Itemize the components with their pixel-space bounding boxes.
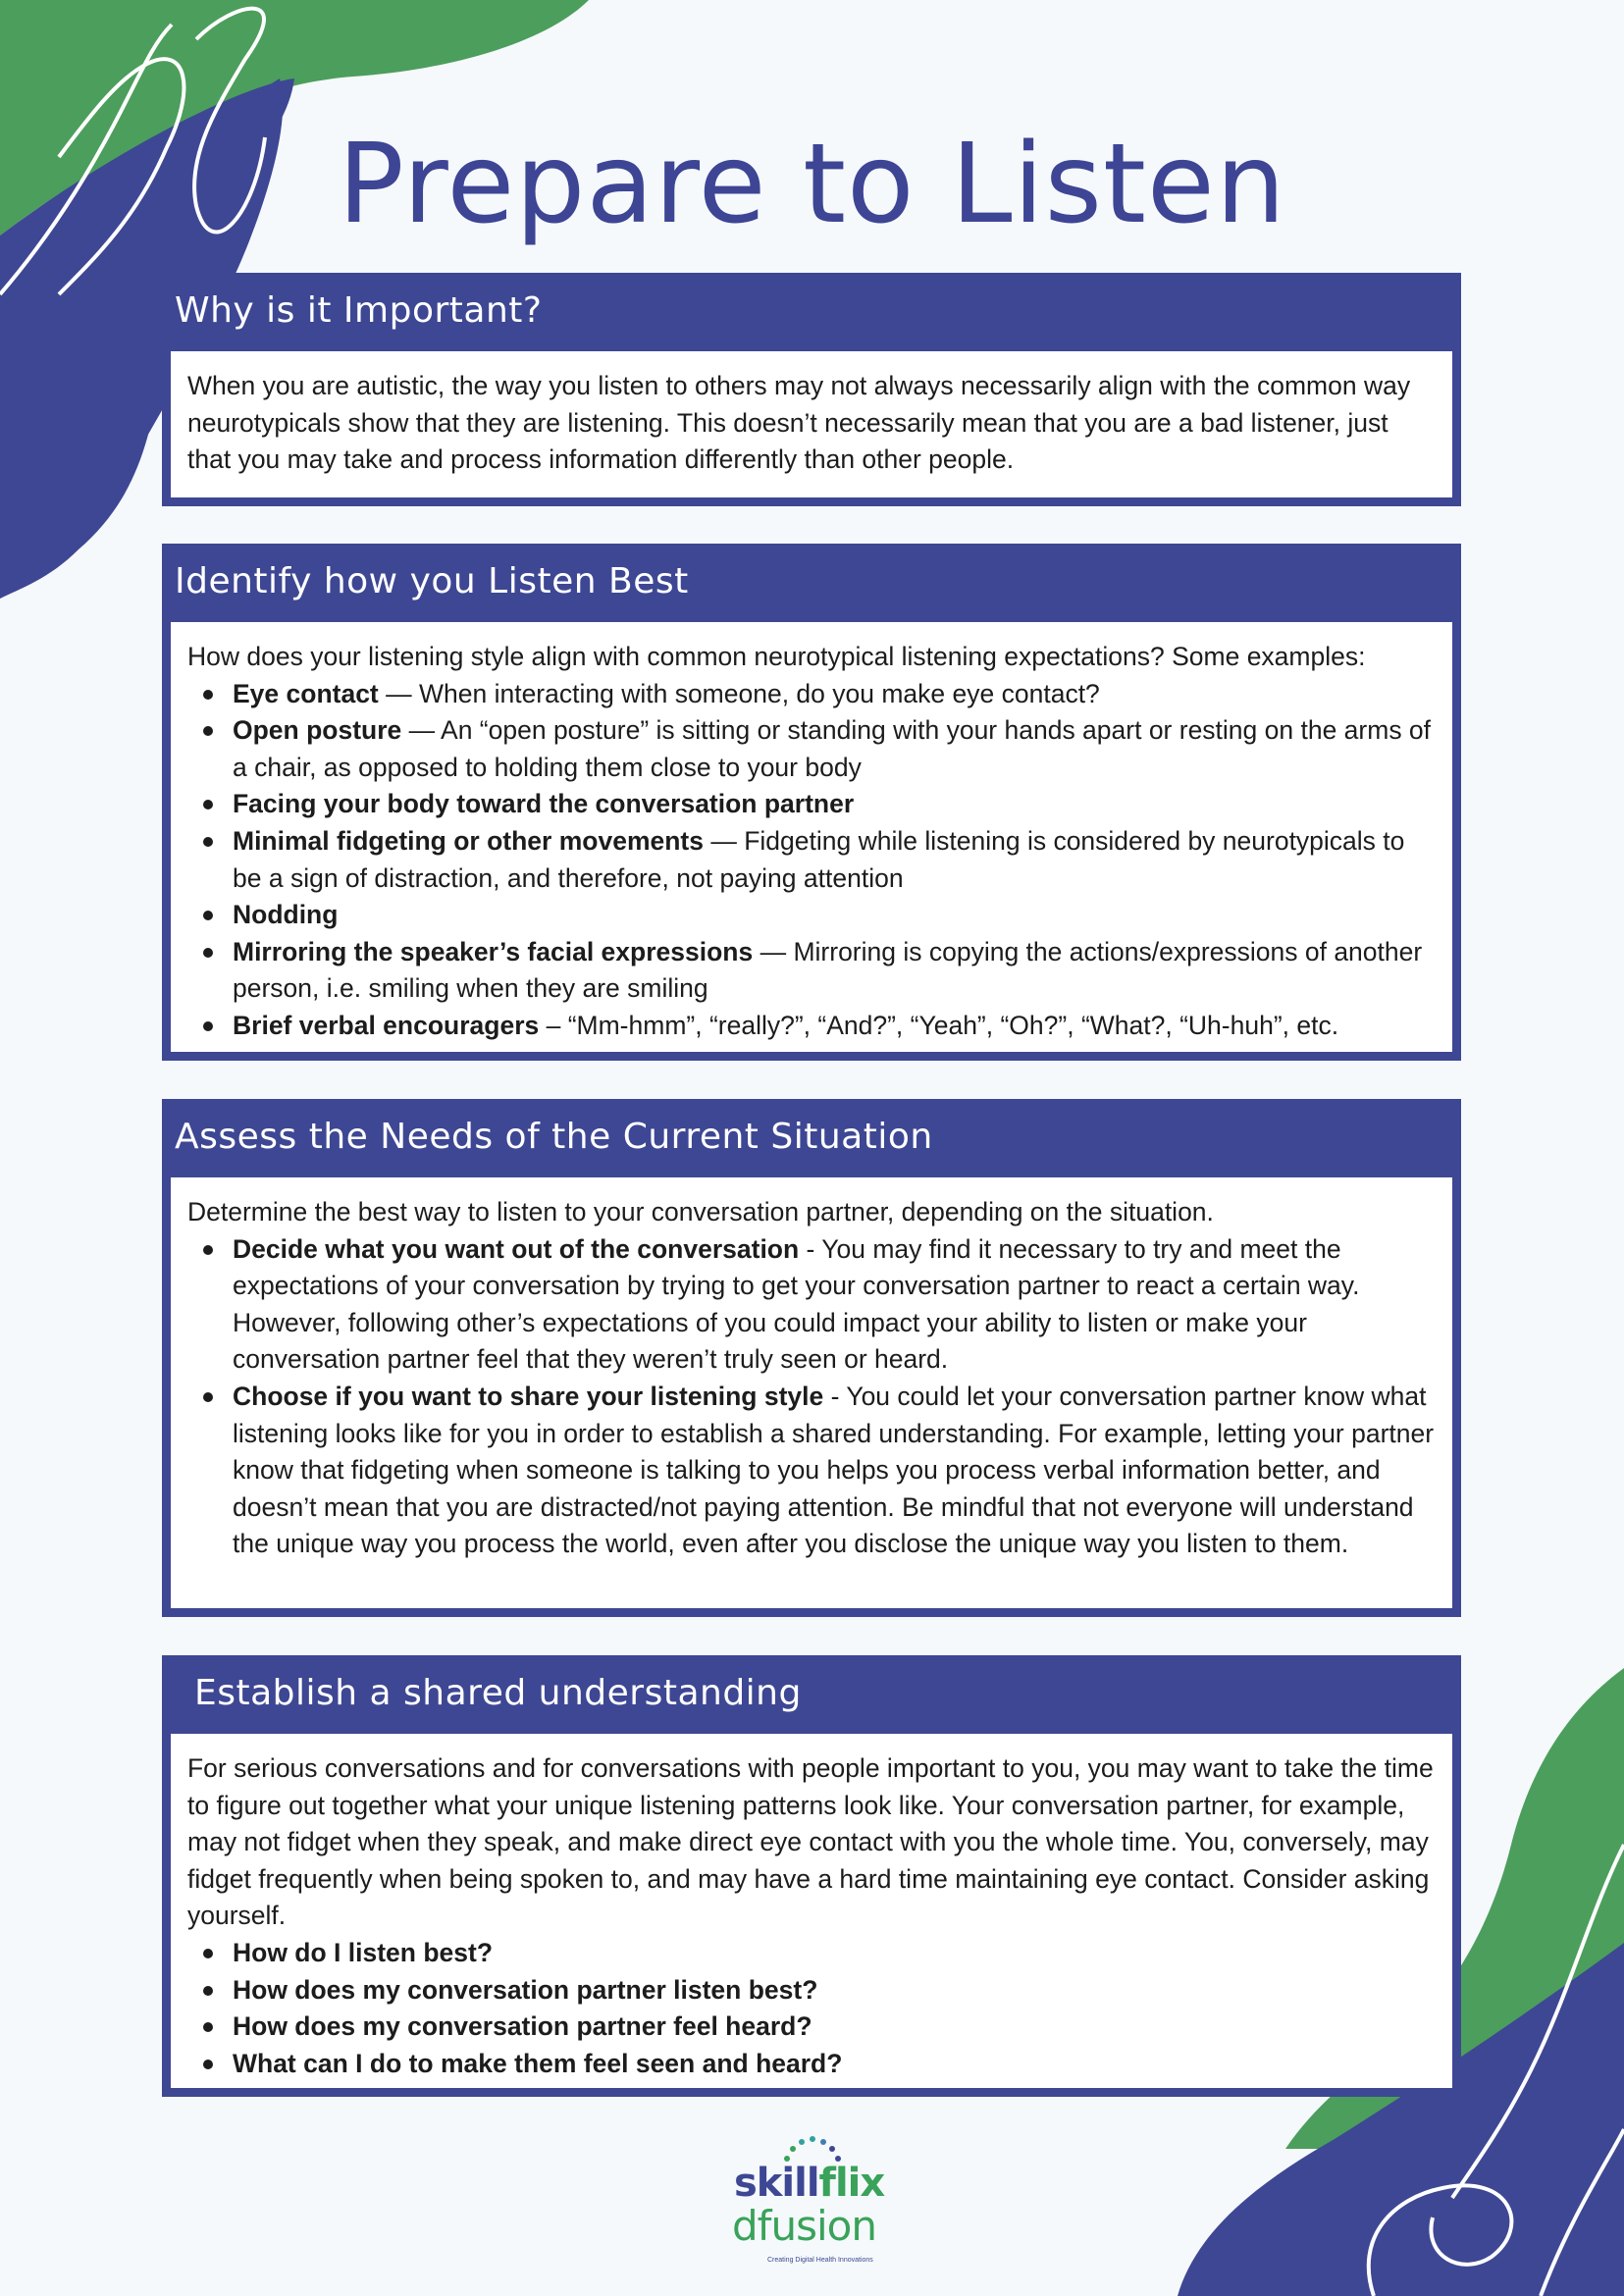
item-bold: How do I listen best? — [233, 1937, 494, 1967]
section-body — [171, 622, 1452, 1052]
item-bold: Decide what you want out of the conversation — [233, 1233, 800, 1264]
item-bold: Open posture — [233, 715, 402, 746]
list-item — [233, 2046, 1439, 2083]
item-bold: Brief verbal encouragers — [233, 1010, 540, 1040]
item-bold: Eye contact — [233, 678, 379, 708]
bullet-list — [187, 676, 1439, 1045]
item-text: - You could let your conversation partner know what listening looks like for you in order to establish a shared understanding. For example, letting your partner know that fidgeting when someone is talking to you helps you process verbal information better, and doesn’t mean that you are distracted/not paying attention. Be mindful that not everyone will understand the unique way you process the world, even after you disclose the unique way you listen to them. — [233, 1381, 1435, 1559]
section-body — [171, 1177, 1452, 1608]
skillflix-dfusion-logo — [730, 2131, 897, 2269]
list-item — [233, 1935, 1439, 1972]
list-item — [233, 676, 1439, 713]
section-body — [171, 1734, 1452, 2088]
section-header: Identify how you Listen Best — [175, 561, 689, 601]
list-item — [233, 1008, 1439, 1045]
list-item — [233, 1231, 1439, 1379]
list-item — [233, 786, 1439, 823]
list-item — [233, 712, 1439, 786]
bullet-list — [187, 1231, 1439, 1563]
section-shared-understanding — [162, 1655, 1461, 2097]
logo-skill: skill — [734, 2161, 819, 2206]
section-intro: How does your listening style align with common neurotypical listening expectations? Some examples: — [187, 642, 1366, 671]
logo-flix: flix — [818, 2161, 885, 2206]
logo-wordmark-top — [734, 2161, 884, 2206]
bullet-list — [187, 1935, 1439, 2082]
item-bold: Facing your body toward the conversation partner — [233, 789, 855, 819]
logo-wordmark-bottom: dfusion — [732, 2202, 876, 2250]
section-why-important — [162, 273, 1461, 506]
list-item — [233, 1972, 1439, 2009]
section-intro: For serious conversations and for conversations with people important to you, you may want to take the time to figure out together what your unique listening patterns look like. Your conversation partner, for example, may not fidget when they speak, and make direct eye contact with you the whole time. You, conversely, may fidget frequently when being spoken to, and may have a hard time maintaining eye contact. Consider asking yourself. — [187, 1753, 1434, 1931]
item-bold: Mirroring the speaker’s facial expressions — [233, 936, 754, 966]
item-bold: Choose if you want to share your listening style — [233, 1381, 824, 1411]
item-text: — An “open posture” is sitting or standing with your hands apart or resting on the arms of a chair, as opposed to holding them close to your body — [233, 715, 1432, 782]
section-body — [171, 351, 1452, 497]
item-bold: What can I do to make them feel seen and heard? — [233, 2048, 843, 2078]
section-header: Assess the Needs of the Current Situation — [175, 1117, 933, 1157]
item-bold: Minimal fidgeting or other movements — [233, 825, 704, 856]
list-item — [233, 1379, 1439, 1563]
item-text: - You may find it necessary to try and meet the expectations of your conversation by trying to get your conversation partner to react a certain way. However, following other’s expectations of you could impact your ability to listen or make your conversation partner feel that they weren’t truly seen or heard. — [233, 1233, 1360, 1375]
list-item — [233, 823, 1439, 897]
item-bold: How does my conversation partner listen best? — [233, 1974, 818, 2005]
item-bold: How does my conversation partner feel heard? — [233, 2011, 812, 2042]
logo-tagline: Creating Digital Health Innovations — [767, 2257, 873, 2264]
item-text: — Mirroring is copying the actions/expressions of another person, i.e. smiling when they are smiling — [233, 936, 1423, 1004]
page-title: Prepare to Listen — [338, 121, 1286, 248]
section-intro: Determine the best way to listen to your conversation partner, depending on the situation. — [187, 1197, 1214, 1226]
item-text: — Fidgeting while listening is considered by neurotypicals to be a sign of distraction, and therefore, not paying attention — [233, 825, 1405, 893]
item-text: — When interacting with someone, do you make eye contact? — [378, 678, 1100, 708]
list-item — [233, 897, 1439, 934]
section-header: Establish a shared understanding — [194, 1673, 802, 1713]
list-item — [233, 2009, 1439, 2046]
section-assess-needs — [162, 1099, 1461, 1617]
section-identify-listen — [162, 544, 1461, 1061]
list-item — [233, 934, 1439, 1008]
item-bold: Nodding — [233, 900, 339, 930]
section-header: Why is it Important? — [175, 290, 543, 331]
item-text: – “Mm-hmm”, “really?”, “And?”, “Yeah”, “Oh?”, “What?, “Uh-huh”, etc. — [539, 1010, 1339, 1040]
section-intro: When you are autistic, the way you listen to others may not always necessarily align with the common way neurotypicals show that they are listening. This doesn’t necessarily mean that you are a bad listener, just that you may take and process information differently than other people. — [187, 371, 1411, 475]
